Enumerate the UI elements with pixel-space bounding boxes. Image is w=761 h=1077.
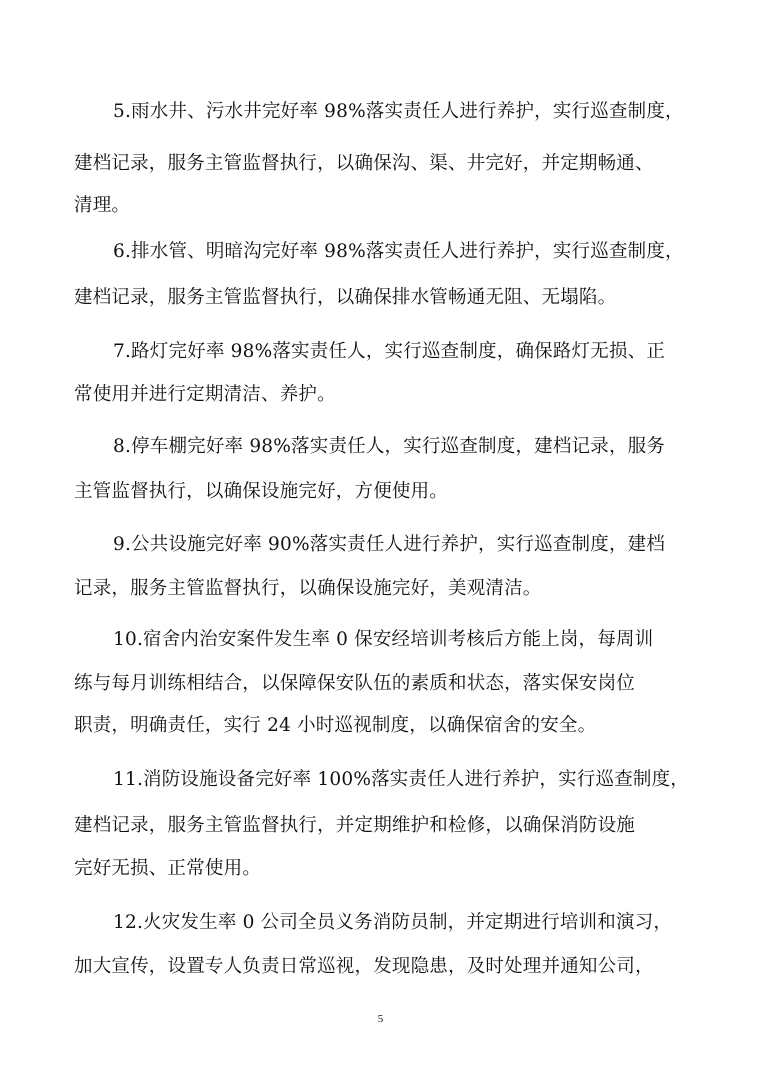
item-5-line-1: 5.雨水井、污水井完好率 98%落实责任人进行养护，实行巡查制度， xyxy=(113,101,684,122)
item-11-line-2: 建档记录，服务主管监督执行，并定期维护和检修，以确保消防设施 xyxy=(74,815,636,836)
item-6-line-1: 6.排水管、明暗沟完好率 98%落实责任人进行养护，实行巡查制度， xyxy=(113,241,684,262)
item-10-line-3: 职责，明确责任，实行 24 小时巡视制度，以确保宿舍的安全。 xyxy=(74,715,597,736)
item-10-line-1: 10.宿舍内治安案件发生率 0 保安经培训考核后方能上岗，每周训 xyxy=(113,629,654,650)
item-5-line-2: 建档记录，服务主管监督执行，以确保沟、渠、井完好，并定期畅通、 xyxy=(74,153,654,174)
item-10-line-2: 练与每月训练相结合，以保障保安队伍的素质和状态，落实保安岗位 xyxy=(74,673,636,694)
item-11-line-1: 11.消防设施设备完好率 100%落实责任人进行养护，实行巡查制度， xyxy=(113,769,689,790)
item-11-line-3: 完好无损、正常使用。 xyxy=(74,858,262,879)
item-7-line-1: 7.路灯完好率 98%落实责任人，实行巡查制度，确保路灯无损、正 xyxy=(113,341,666,362)
item-8-line-2: 主管监督执行，以确保设施完好，方便使用。 xyxy=(74,481,449,502)
item-9-line-1: 9.公共设施完好率 90%落实责任人进行养护，实行巡查制度，建档 xyxy=(113,534,666,555)
item-8-line-1: 8.停车棚完好率 98%落实责任人，实行巡查制度，建档记录，服务 xyxy=(113,436,666,457)
item-9-line-2: 记录，服务主管监督执行，以确保设施完好，美观清洁。 xyxy=(74,578,542,599)
item-12-line-2: 加大宣传，设置专人负责日常巡视，发现隐患，及时处理并通知公司， xyxy=(74,956,654,977)
item-12-line-1: 12.火灾发生率 0 公司全员义务消防员制，并定期进行培训和演习， xyxy=(113,912,673,933)
item-7-line-2: 常使用并进行定期清洁、养护。 xyxy=(74,384,336,405)
item-6-line-2: 建档记录，服务主管监督执行，以确保排水管畅通无阻、无塌陷。 xyxy=(74,287,617,308)
page-number: 5 xyxy=(377,1013,384,1025)
item-5-line-3: 清理。 xyxy=(74,195,131,216)
